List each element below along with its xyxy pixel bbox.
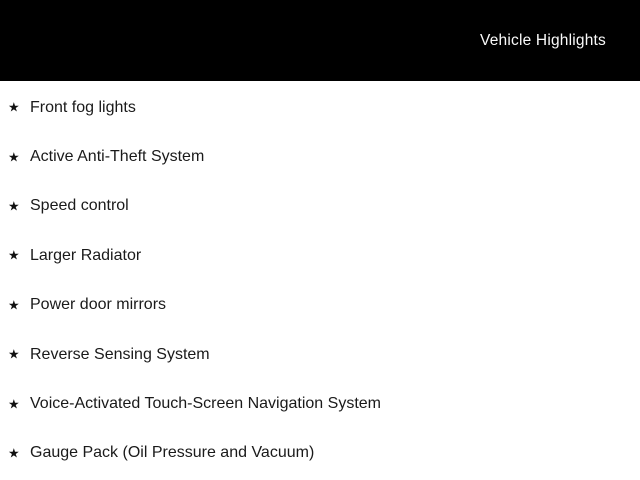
star-icon: ★ xyxy=(8,297,20,313)
feature-list xyxy=(0,81,640,478)
star-icon: ★ xyxy=(8,445,20,461)
star-icon: ★ xyxy=(8,247,20,263)
list-item xyxy=(0,429,640,478)
list-item xyxy=(0,182,640,231)
list-item xyxy=(0,281,640,330)
list-item xyxy=(0,379,640,428)
feature-label: Reverse Sensing System xyxy=(30,345,210,363)
star-icon: ★ xyxy=(8,99,20,115)
star-icon: ★ xyxy=(8,198,20,214)
list-item xyxy=(0,330,640,379)
header-bar xyxy=(0,0,640,81)
feature-label: Larger Radiator xyxy=(30,246,142,264)
star-icon: ★ xyxy=(8,149,20,165)
star-icon: ★ xyxy=(8,396,20,412)
page-title: Vehicle Highlights xyxy=(480,31,606,49)
feature-label: Speed control xyxy=(30,197,129,215)
list-item xyxy=(0,83,640,132)
feature-label: Gauge Pack (Oil Pressure and Vacuum) xyxy=(30,444,315,462)
list-item xyxy=(0,132,640,181)
feature-label: Active Anti-Theft System xyxy=(30,148,205,166)
star-icon: ★ xyxy=(8,346,20,362)
list-item xyxy=(0,231,640,280)
feature-label: Voice-Activated Touch-Screen Navigation System xyxy=(30,395,381,413)
feature-label: Front fog lights xyxy=(30,98,136,116)
feature-label: Power door mirrors xyxy=(30,296,167,314)
